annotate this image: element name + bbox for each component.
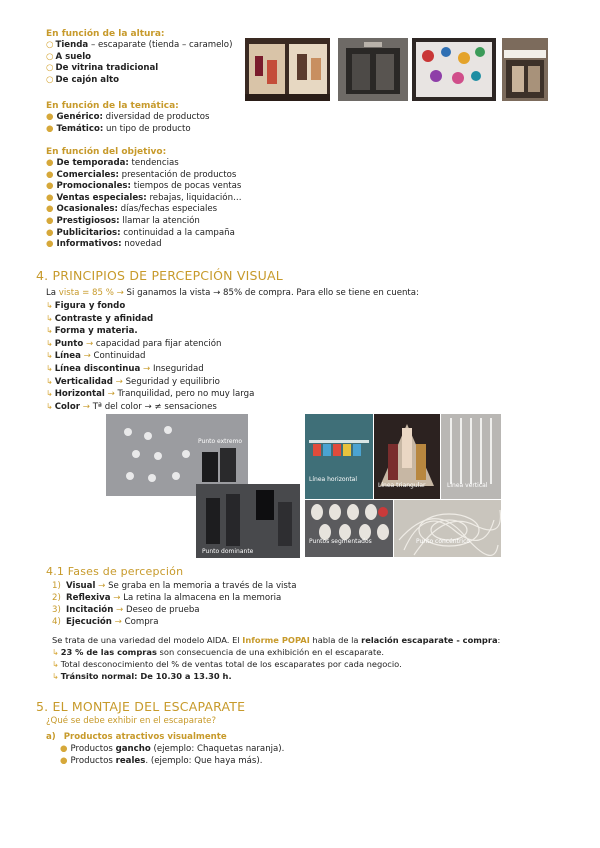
photo-punto-concentrico [394, 500, 501, 557]
list-item: ↳ Línea → Continuidad [46, 351, 146, 362]
caption-punto-concentrico: Punto concéntrico [416, 538, 471, 545]
list-item: 1) Visual → Se graba en la memoria a través de la vista [52, 581, 297, 591]
altura-heading: En función de la altura: [46, 29, 165, 39]
tematica-heading: En función de la temática: [46, 101, 179, 111]
objetivo-list [46, 158, 242, 251]
list-item: ↳ Forma y materia. [46, 326, 138, 337]
list-item: ○ De cajón alto [46, 74, 120, 85]
aida-paragraph: Se trata de una variedad del modelo AIDA. El Informe POPAI habla de la relación escaparate - compra: [52, 635, 501, 645]
list-item: ↳ Color → Tª del color → ≠ sensaciones [46, 401, 217, 412]
section-4-1-title: 4.1 Fases de percepción [46, 565, 184, 578]
list-item: 4) Ejecución → Compra [52, 617, 159, 627]
shop-window-photo-4 [502, 38, 548, 101]
list-item: ↳ Contraste y afinidad [46, 313, 154, 324]
list-item: ↳ Punto → capacidad para fijar atención [46, 338, 222, 349]
section-4-intro: La vista = 85 % → Si ganamos la vista → 85% de compra. Para ello se tiene en cuenta: [46, 288, 419, 298]
list-item: ↳ Horizontal → Tranquilidad, pero no muy larga [46, 389, 255, 400]
caption-linea-triangular: Línea triangular [378, 482, 426, 489]
caption-punto-dominante: Punto dominante [202, 548, 254, 555]
caption-punto-extremo: Punto extremo [198, 438, 243, 445]
stat-line: ↳ 23 % de las compras son consecuencia de una exhibición en el escaparate. [52, 647, 384, 657]
list-item: ○ Tienda – escaparate (tienda – caramelo) [46, 40, 233, 50]
list-item: ● Prestigiosos: llamar la atención [46, 215, 200, 226]
shop-window-photo-1 [245, 38, 330, 101]
list-item: ● Temático: un tipo de producto [46, 123, 191, 134]
caption-linea-horizontal: Línea horizontal [309, 476, 358, 483]
list-item: ● Publicitarios: continuidad a la campaña [46, 227, 235, 238]
objetivo-heading: En función del objetivo: [46, 147, 167, 157]
tematica-list [46, 112, 209, 135]
list-item: ● Ocasionales: días/fechas especiales [46, 204, 218, 215]
list-item: ● Comerciales: presentación de productos [46, 169, 237, 180]
stat-line: ↳ Tránsito normal: De 10.30 a 13.30 h. [52, 671, 232, 681]
list-item: ○ De vitrina tradicional [46, 63, 159, 74]
list-item: ● Genérico: diversidad de productos [46, 112, 210, 122]
stat-line: ↳ Total desconocimiento del % de ventas total de los escaparates por cada negocio. [52, 659, 402, 669]
section-4-title: 4. PRINCIPIOS DE PERCEPCIÓN VISUAL [36, 268, 283, 283]
caption-puntos-segmentados: Puntos segmentados [309, 538, 372, 545]
list-item: ↳ Línea discontinua → Inseguridad [46, 363, 204, 374]
list-item: ● Productos reales. (ejemplo: Que haya más). [60, 756, 263, 766]
photo-linea-vertical [441, 414, 501, 499]
section-5-title: 5. EL MONTAJE DEL ESCAPARATE [36, 699, 246, 714]
list-item: 2) Reflexiva → La retina la almacena en la memoria [52, 593, 282, 603]
altura-list [46, 40, 232, 86]
section-5-question: ¿Qué se debe exhibir en el escaparate? [46, 716, 217, 726]
list-item: 3) Incitación → Deseo de prueba [52, 605, 200, 615]
photo-puntos-segmentados [305, 500, 393, 557]
section-5-subheading: a) Productos atractivos visualmente [46, 732, 227, 742]
list-item: ● Ventas especiales: rebajas, liquidación… [46, 192, 242, 203]
list-item: ○ A suelo [46, 51, 92, 62]
shop-window-photo-2 [338, 38, 408, 101]
photo-linea-horizontal [305, 414, 373, 499]
list-item: ● De temporada: tendencias [46, 158, 179, 168]
list-item: ↳ Verticalidad → Seguridad y equilibrio [46, 376, 220, 387]
list-item: ↳ Figura y fondo [46, 301, 126, 311]
photo-punto-dominante [196, 484, 300, 558]
shop-window-photo-3 [412, 38, 496, 101]
percepcion-list [46, 300, 254, 413]
list-item: ● Informativos: novedad [46, 239, 162, 250]
list-item: ● Promocionales: tiempos de pocas ventas [46, 181, 242, 192]
photo-linea-triangular [374, 414, 440, 499]
list-item: ● Productos gancho (ejemplo: Chaquetas naranja). [60, 744, 285, 754]
caption-linea-vertical: Línea vertical [447, 482, 488, 489]
